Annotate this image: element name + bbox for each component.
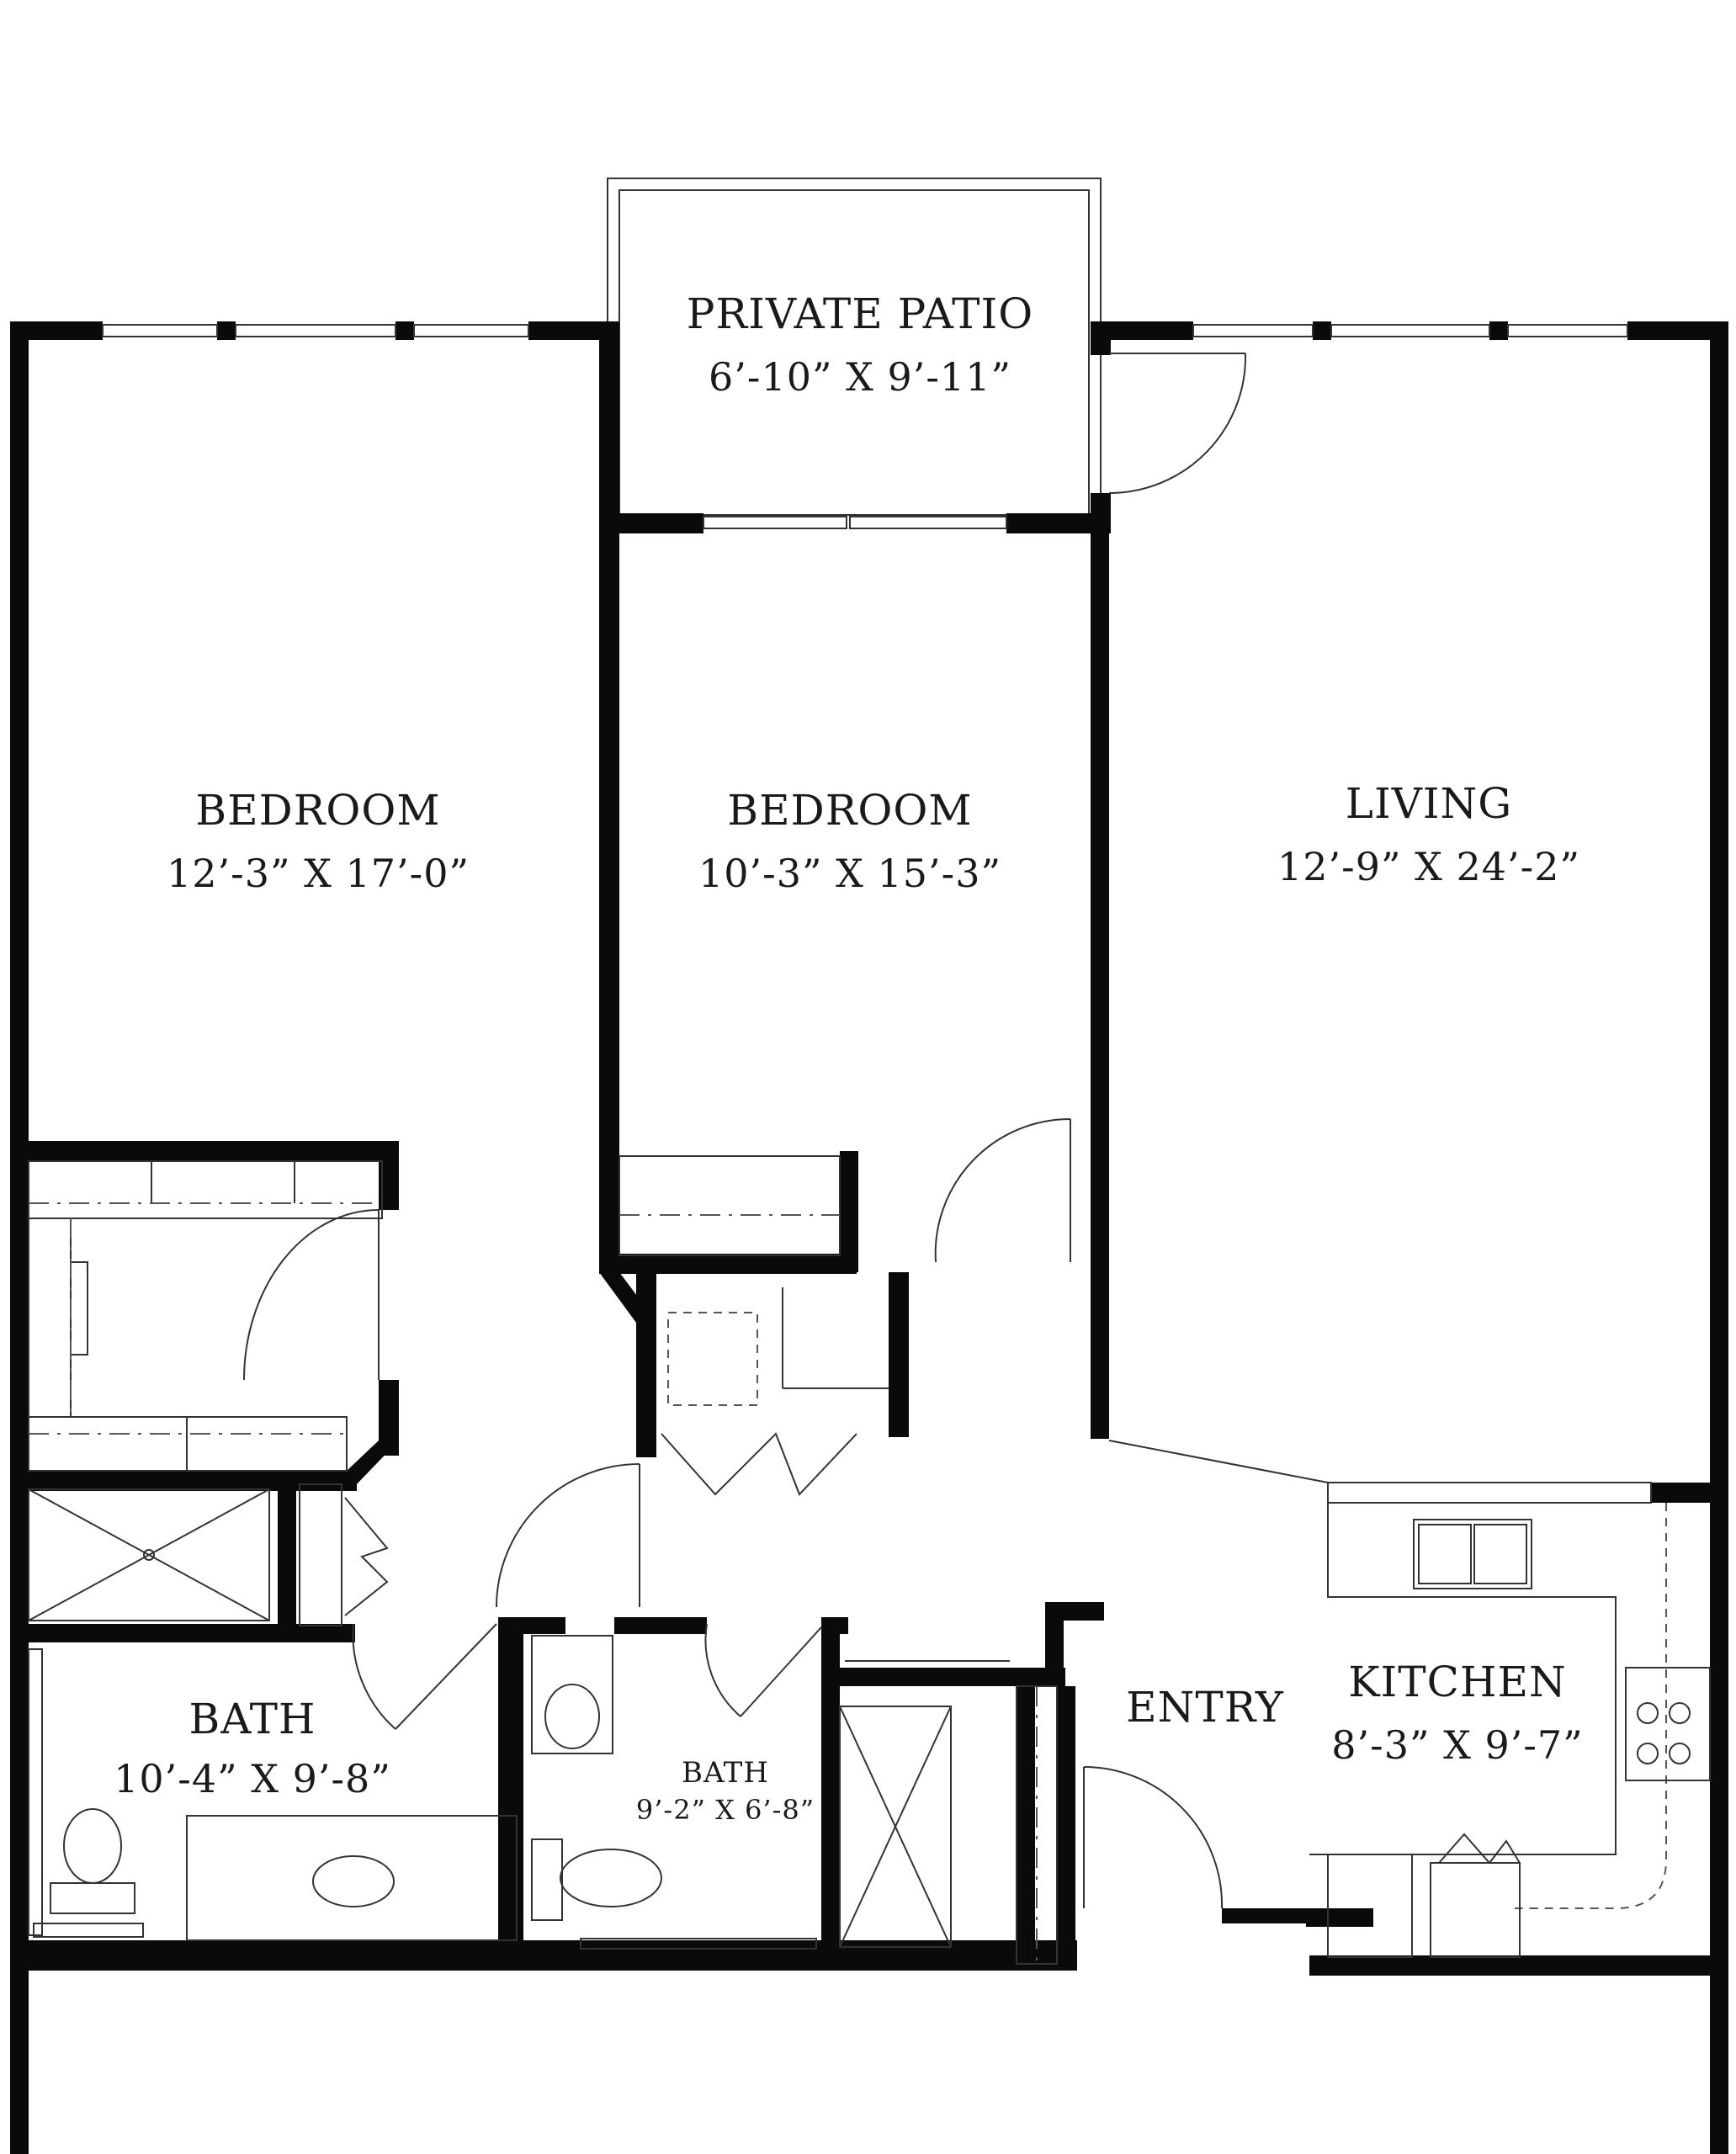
bedroom1-name: BEDROOM	[195, 786, 441, 835]
living-name: LIVING	[1345, 779, 1513, 828]
room-labels	[114, 289, 1584, 1826]
bedroom2-name: BEDROOM	[727, 786, 973, 835]
bath2-name: BATH	[681, 1756, 770, 1790]
patio-outline	[608, 178, 1101, 515]
patio-name: PRIVATE PATIO	[686, 289, 1034, 338]
bedroom2-dims: 10’-3” X 15’-3”	[698, 851, 1001, 896]
bath1-name: BATH	[188, 1695, 316, 1743]
walls	[10, 321, 1728, 2154]
entry-name: ENTRY	[1126, 1683, 1284, 1732]
kitchen-name: KITCHEN	[1348, 1658, 1567, 1706]
patio-dims: 6’-10” X 9’-11”	[709, 354, 1011, 400]
living-dims: 12’-9” X 24’-2”	[1277, 844, 1580, 889]
bath2-dims: 9’-2” X 6’-8”	[635, 1794, 815, 1826]
bath1-dims: 10’-4” X 9’-8”	[114, 1756, 391, 1801]
bedroom1-dims: 12’-3” X 17’-0”	[167, 851, 470, 896]
kitchen-dims: 8’-3” X 9’-7”	[1331, 1722, 1584, 1768]
